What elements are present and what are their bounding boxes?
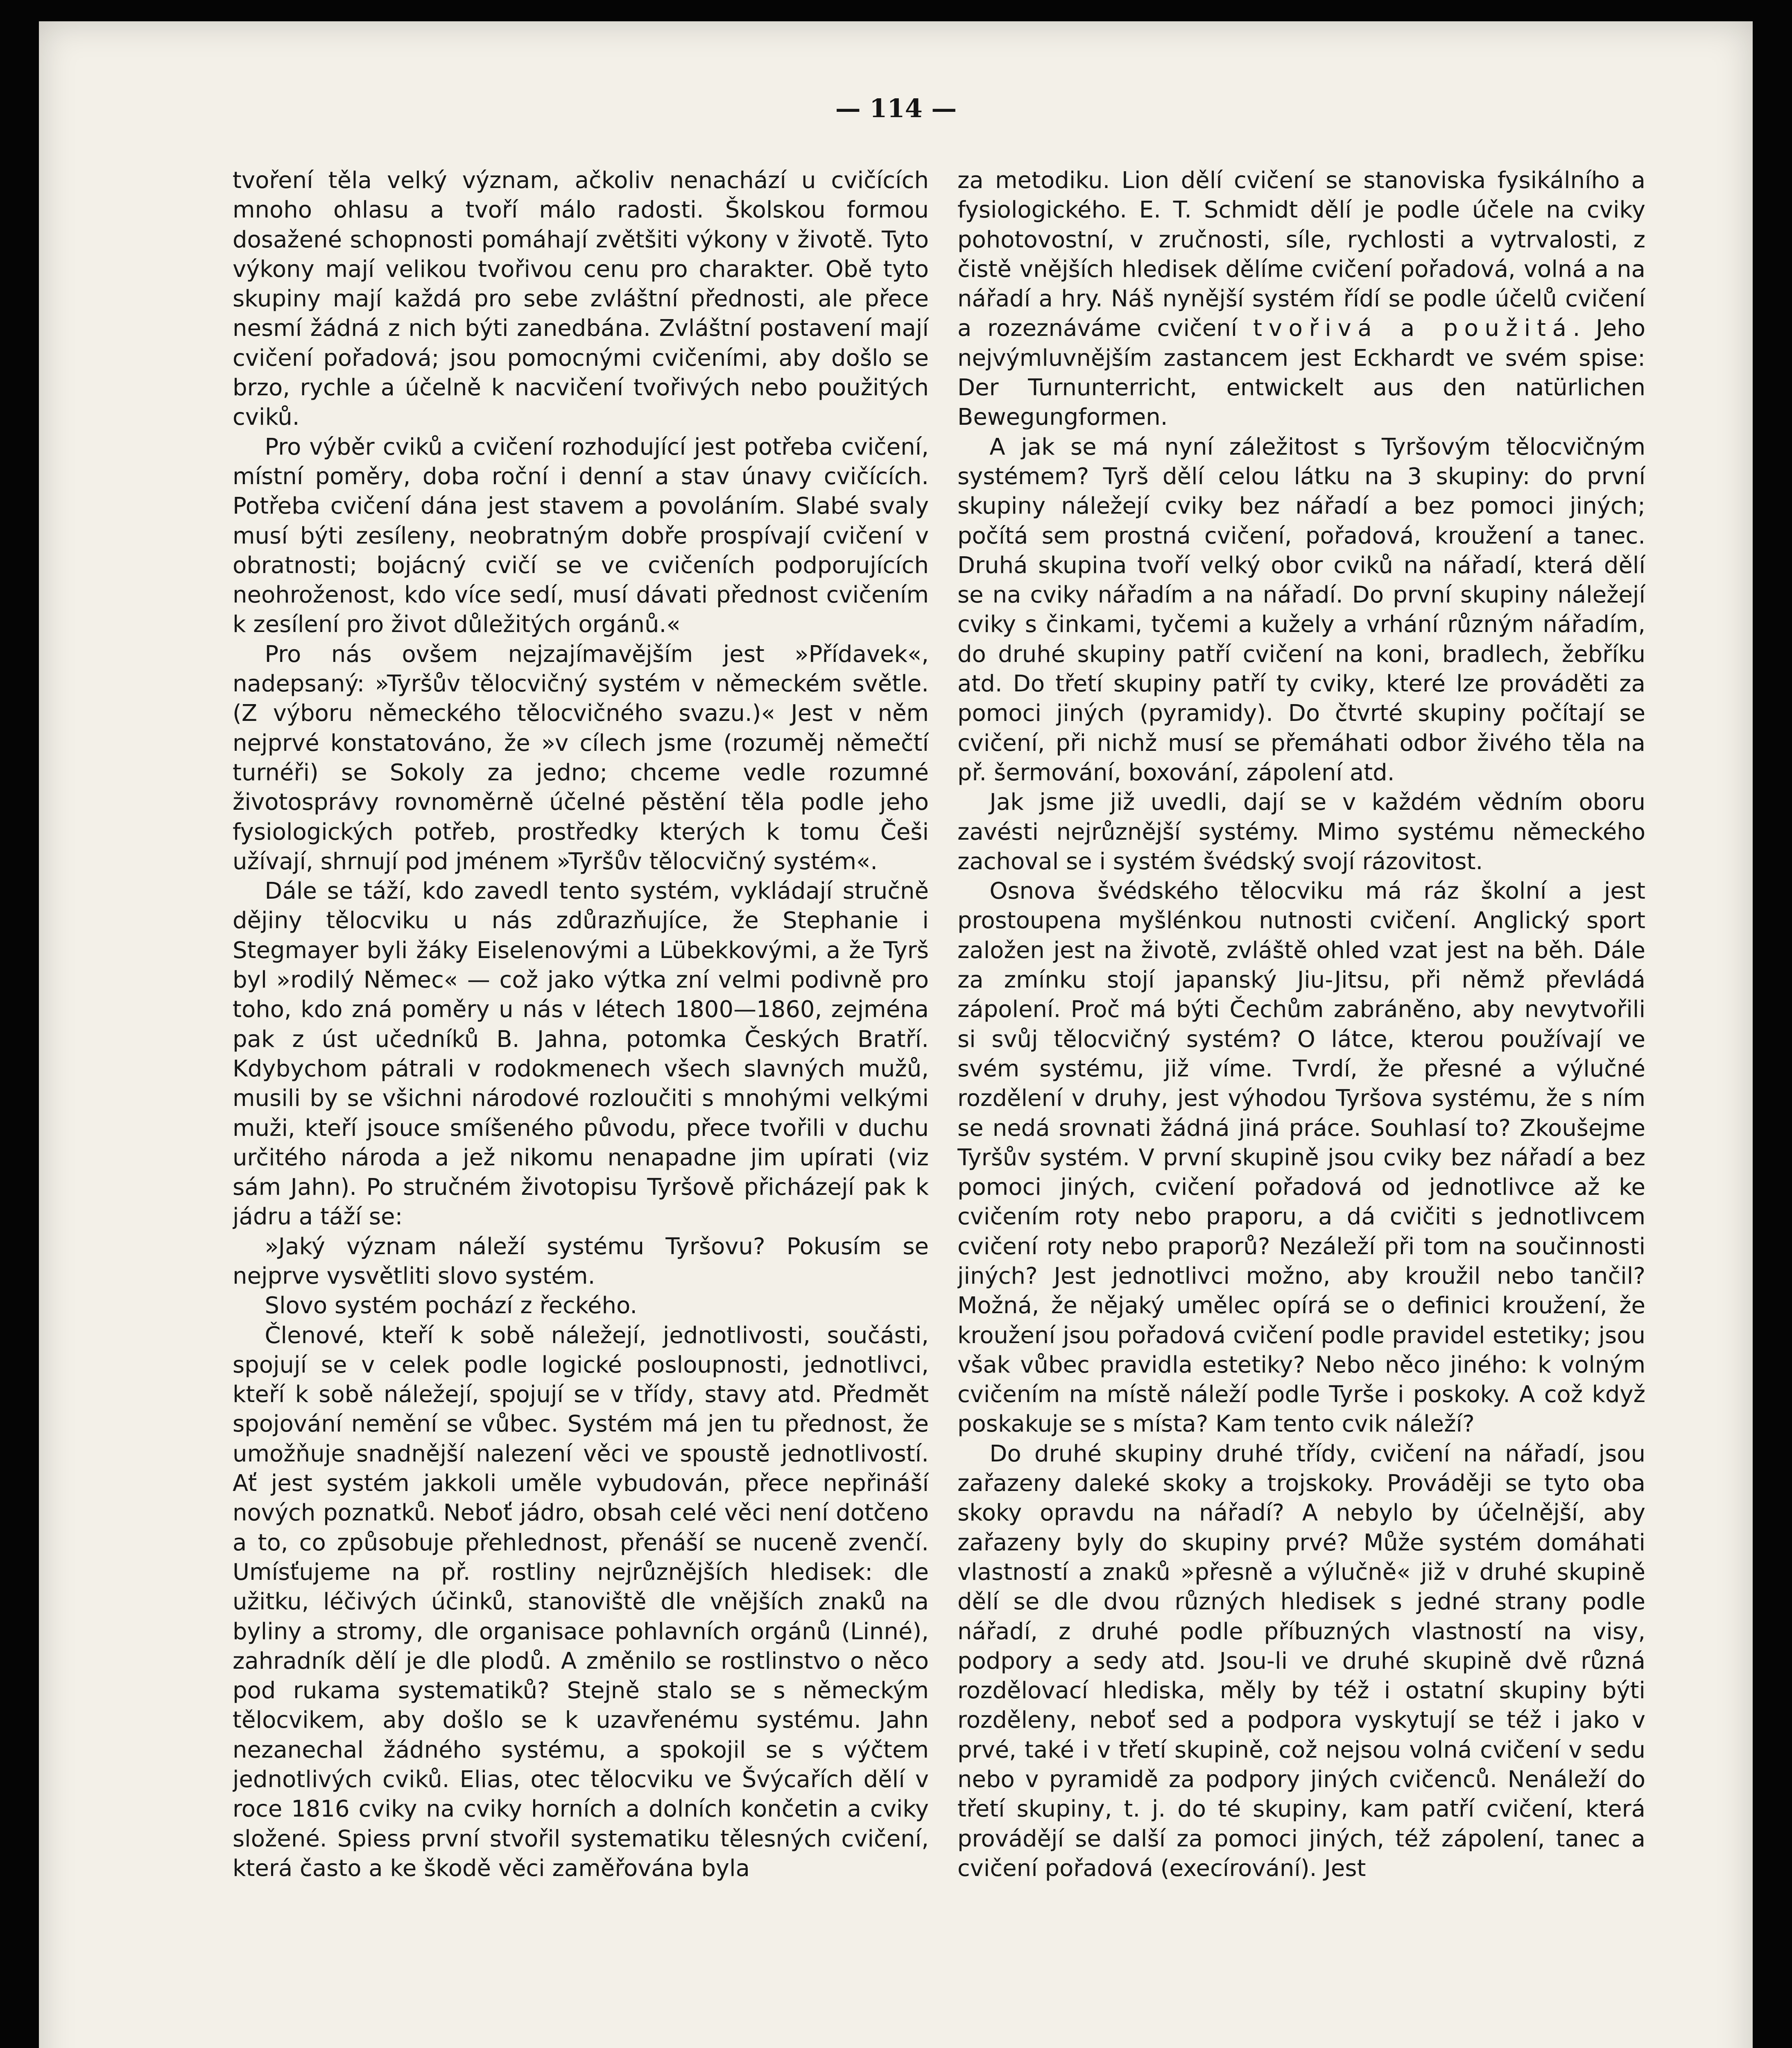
left-column	[233, 166, 929, 2048]
paragraph: Jak jsme již uvedli, dají se v každém vědním oboru zavésti nejrůznější systémy. Mimo systému německého zachoval se i systém švédský svojí rázovitost.	[957, 789, 1645, 875]
paragraph	[957, 166, 1645, 433]
paragraph: Pro nás ovšem nejzajímavějším jest »Přídavek«, nadepsaný: »Tyršův tělocvičný systém v německém světle. (Z výboru německého tělocvičného svazu.)« Jest v něm nejprvé konstatováno, že »v cílech jsme (rozuměj němečtí turnéři) se Sokoly za jedno; chceme vedle rozumné životosprávy rovnoměrně účelné pěstění těla podle jeho fysiologických potřeb, prostředky kterých k tomu Češi užívají, shrnují pod jménem »Tyršův tělocvičný systém«.	[233, 641, 929, 875]
paragraph: Slovo systém pochází z řeckého.	[265, 1292, 638, 1319]
paragraph: Pro výběr cviků a cvičení rozhodující jest potřeba cvičení, místní poměry, doba roční i denní a stav únavy cvičících. Potřeba cvičení dána jest stavem a povoláním. Slabé svaly musí býti zesíleny, neobratným dobře prospívají cvičení v obratnosti; bojácný cvičí se ve cvičeních podporujících neohroženost, kdo více sedí, musí dávati přednost cvičením k zesílení pro život důležitých orgánů.«	[233, 433, 929, 638]
paragraph: »Jaký význam náleží systému Tyršovu? Pokusím se nejprve vysvětliti slovo systém.	[233, 1233, 929, 1289]
paragraph: tvoření těla velký význam, ačkoliv nenachází u cvičících mnoho ohlasu a tvoří málo radosti. Školskou formou dosažené schopnosti pomáhají zvětšiti výkony v životě. Tyto výkony mají velikou tvořivou cenu pro charakter. Obě tyto skupiny mají každá pro sebe zvláštní přednosti, ale přece nesmí žádná z nich býti zanedbána. Zvláštní postavení mají cvičení pořadová; jsou pomocnými cvičeními, aby došlo se brzo, rychle a účelně k nacvičení tvořivých nebo použitých cviků.	[233, 167, 929, 431]
paragraph: A jak se má nyní záležitost s Tyršovým tělocvičným systémem? Tyrš dělí celou látku na 3 skupiny: do první skupiny náležejí cviky bez nářadí a bez pomoci jiných; počítá sem prostná cvičení, pořadová, kroužení a tanec. Druhá skupina tvoří velký obor cviků na nářadí, která dělí se na cviky nářadím a na nářadí. Do první skupiny náležejí cviky s činkami, tyčemi a kužely a vrhání různým nářadím, do druhé skupiny patří cvičení na koni, bradlech, žebříku atd. Do třetí skupiny patří ty cviky, které lze prováděti za pomoci jiných (pyramidy). Do čtvrté skupiny počítají se cvičení, při nichž musí se přemáhati odbor živého těla na př. šermování, boxování, zápolení atd.	[957, 433, 1645, 786]
paragraph: Členové, kteří k sobě náležejí, jednotlivosti, součásti, spojují se v celek podle logické posloupnosti, jednotlivci, kteří k sobě náležejí, spojují se v třídy, stavy atd. Předmět spojování nemění se vůbec. Systém má jen tu přednost, že umožňuje snadnější nalezení věci ve spoustě jednotlivostí. Ať jest systém jakkoli uměle vybudován, přece nepřináší nových poznatků. Neboť jádro, obsah celé věci není dotčeno a to, co způsobuje přehlednost, přenáší se nuceně zvenčí. Umísťujeme na př. rostliny nejrůznějších hledisek: dle užitku, léčivých účinků, stanoviště dle vnějších znaků na byliny a stromy, dle organisace pohlavních orgánů (Linné), zahradník dělí je dle plodů. A změnilo se rostlinstvo o něco pod rukama systematiků? Stejně stalo se s německým tělocvikem, aby došlo se k uzavřenému systému. Jahn nezanechal žádného systému, a spokojil se s výčtem jednotlivých cviků. Elias, otec tělocviku ve Švýcařích dělí v roce 1816 cviky na cviky horních a dolních končetin a cviky složené. Spiess první stvořil systematiku tělesných cvičení, která často a ke škodě věci zaměřována byla	[233, 1322, 929, 1882]
page-number: — 114 —	[835, 93, 957, 123]
paragraph-text: za metodiku. Lion dělí cvičení se stanoviska fysikálního a fysiologického. E. T. Schmidt dělí je podle účele na cviky pohotovostní, v zručnosti, síle, rychlosti a vytrvalosti, z čistě vnějších hledisek dělíme cvičení pořadová, volná a na nářadí a hry. Náš nynější systém řídí se podle účelů cvičení a rozeznáváme cvičení	[957, 167, 1645, 342]
paragraph: Dále se táží, kdo zavedl tento systém, vykládají stručně dějiny tělocviku u nás zdůrazňujíce, že Stephanie i Stegmayer byli žáky Eiselenovými a Lübekkovými, a že Tyrš byl »rodilý Němec« — což jako výtka zní velmi podivně pro toho, kdo zná poměry u nás v létech 1800—1860, zejména pak z úst učedníků B. Jahna, potomka Českých Bratří. Kdybychom pátrali v rodokmenech všech slavných mužů, musili by se všichni národové rozloučiti s mnohými velkými muži, kteří jsouce smíšeného původu, přece tvořili v duchu určitého národa a jež nikomu nenapadne jim upírati (viz sám Jahn). Po stručném životopisu Tyršově přicházejí pak k jádru a táží se:	[233, 878, 929, 1230]
paragraph-text: . Jeho nejvýmluvnějším zastancem jest Eckhardt ve svém spise: Der Turnunterricht, entwickelt aus den natürlichen Bewegungformen.	[957, 315, 1645, 431]
paragraph: Osnova švédského tělocviku má ráz školní a jest prostoupena myšlénkou nutnosti cvičení. Anglický sport založen jest na životě, zvláště ohled vzat jest na běh. Dále za zmínku stojí japanský Jiu-Jitsu, při němž převládá zápolení. Proč má býti Čechům zabráněno, aby nevytvořili si svůj tělocvičný systém? O látce, kterou používají ve svém systému, již víme. Tvrdí, že přesné a výlučné rozdělení v druhy, jest výhodou Tyršova systému, že s ním se nedá srovnati žádná jiná práce. Souhlasí to? Zkoušejme Tyršův systém. V první skupině jsou cviky bez nářadí a bez pomoci jiných, cvičení pořadová od jednotlivce až ke cvičením roty nebo praporu, a dá cvičiti s jednotlivcem cvičení roty nebo praporů? Nezáleží při tom na součinnosti jiných? Jest jednotlivci možno, aby kroužil nebo tančil? Možná, že nějaký umělec opírá se o definici kroužení, že kroužení jsou pořadová cvičení podle pravidel estetiky; jsou však vůbec pravidla estetiky? Nebo něco jiného: k volným cvičením na místě náleží podle Tyrše i poskoky. A což když poskakuje se s místa? Kam tento cvik náleží?	[957, 878, 1645, 1438]
paragraph: Do druhé skupiny druhé třídy, cvičení na nářadí, jsou zařazeny daleké skoky a trojskoky. Prováději se tyto oba skoky opravdu na nářadí? A nebylo by účelnější, aby zařazeny byly do skupiny prvé? Může systém domáhati vlastností a znaků »přesně a výlučně« již v druhé skupině dělí se dle dvou různých hledisek s jedné strany podle nářadí, z druhé podle příbuzných vlastností na visy, podpory a sedy atd. Jsou-li ve druhé skupině dvě různá rozdělovací hlediska, měly by též i ostatní skupiny býti rozděleny, neboť sed a podpora vyskytují se též i jako v prvé, také i v třetí skupině, což nejsou volná cvičení v sedu nebo v pyramidě za podpory jiných cvičenců. Nenáleží do třetí skupiny, t. j. do té skupiny, kam patří cvičení, která provádějí se další za pomoci jiných, též zápolení, tanec a cvičení pořadová (execírování). Jest	[957, 1440, 1645, 1882]
spaced-emphasis: tvořivá a použitá	[1253, 315, 1573, 342]
right-column	[957, 166, 1645, 2048]
